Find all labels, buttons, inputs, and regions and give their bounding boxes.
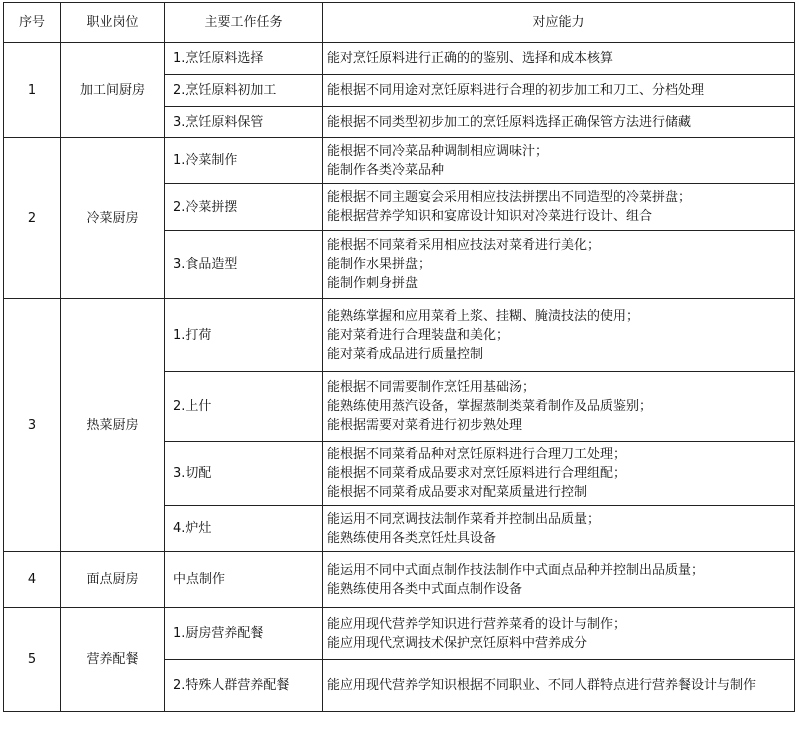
table-row [4,138,795,184]
group-num: 1 [4,43,61,138]
task-name: 2.特殊人群营养配餐 [165,660,323,712]
ability-line: 能制作各类冷菜品种 [327,162,445,178]
ability-line: 能根据不同冷菜品种调制相应调味汁； [327,143,549,159]
ability-line: 能根据不同菜肴采用相应技法对菜肴进行美化； [327,238,601,253]
task-name: 中点制作 [165,552,323,608]
job-ability-table [3,2,795,712]
task-name: 4.炉灶 [165,506,323,552]
ability-line: 能应用现代营养学知识进行营养菜肴的设计与制作； [327,616,627,632]
task-abilities [323,138,795,184]
group-role: 热菜厨房 [61,299,165,552]
task-abilities [323,299,795,372]
ability-line: 能根据不同菜肴成品要求对配菜质量进行控制 [327,485,588,500]
group-role: 加工间厨房 [61,43,165,138]
ability-line: 能熟练使用蒸汽设备，掌握蒸制类菜肴制作及品质鉴别； [327,399,653,414]
group-num: 5 [4,608,61,712]
task-name: 3.烹饪原料保管 [165,107,323,138]
group-num: 3 [4,299,61,552]
task-name: 2.烹饪原料初加工 [165,75,323,107]
task-abilities [323,184,795,231]
table-row [4,43,795,75]
group-num: 4 [4,552,61,608]
task-abilities [323,608,795,660]
table-row [4,552,795,608]
header-row [4,3,795,43]
task-name: 1.厨房营养配餐 [165,608,323,660]
task-abilities: 能应用现代营养学知识根据不同职业、不同人群特点进行营养餐设计与制作 [323,660,795,712]
task-abilities [323,107,795,138]
ability-line: 能根据不同需要制作烹饪用基础汤； [327,380,536,395]
header-tasks: 主要工作任务 [165,3,323,43]
task-name: 3.切配 [165,442,323,506]
ability-line: 能根据不同用途对烹饪原料进行合理的初步加工和刀工、分档处理 [327,83,705,98]
task-name: 1.冷菜制作 [165,138,323,184]
table-row [4,299,795,372]
ability-line: 能运用不同烹调技法制作菜肴并控制出品质量； [327,511,601,527]
ability-line: 能根据不同主题宴会采用相应技法拼摆出不同造型的冷菜拼盘； [327,190,692,205]
task-name: 2.冷菜拼摆 [165,184,323,231]
task-abilities [323,75,795,107]
ability-line: 能熟练掌握和应用菜肴上浆、挂糊、腌渍技法的使用； [327,308,640,324]
header-role: 职业岗位 [61,3,165,43]
ability-line: 能对烹饪原料进行正确的的鉴别、选择和成本核算 [327,51,614,66]
ability-line: 能制作水果拼盘； [327,257,432,272]
group-role: 冷菜厨房 [61,138,165,299]
task-abilities [323,552,795,608]
ability-line: 能熟练使用各类烹饪灶具设备 [327,530,497,546]
task-name: 1.打荷 [165,299,323,372]
ability-line: 能应用现代烹调技术保护烹饪原料中营养成分 [327,635,588,651]
group-role: 营养配餐 [61,608,165,712]
table-row [4,608,795,660]
task-name: 3.食品造型 [165,231,323,299]
ability-line: 能对菜肴进行合理装盘和美化； [327,327,510,343]
ability-line: 能根据需要对菜肴进行初步熟处理 [327,418,523,433]
ability-line: 能根据不同菜肴品种对烹饪原料进行合理刀工处理； [327,447,627,462]
task-name: 1.烹饪原料选择 [165,43,323,75]
ability-line: 能根据不同类型初步加工的烹饪原料选择正确保管方法进行储藏 [327,114,692,130]
ability-line: 能对菜肴成品进行质量控制 [327,346,484,362]
task-abilities [323,506,795,552]
ability-line: 能运用不同中式面点制作技法制作中式面点品种并控制出品质量； [327,562,705,578]
group-num: 2 [4,138,61,299]
task-abilities [323,372,795,442]
task-name: 2.上什 [165,372,323,442]
ability-line: 能根据不同菜肴成品要求对烹饪原料进行合理组配； [327,466,627,481]
task-abilities [323,231,795,299]
header-num: 序号 [4,3,61,43]
task-abilities [323,43,795,75]
header-abilities: 对应能力 [323,3,795,43]
ability-line: 能制作刺身拼盘 [327,276,419,291]
task-abilities [323,442,795,506]
ability-line: 能根据营养学知识和宴席设计知识对冷菜进行设计、组合 [327,209,653,224]
group-role: 面点厨房 [61,552,165,608]
ability-line: 能熟练使用各类中式面点制作设备 [327,581,523,597]
